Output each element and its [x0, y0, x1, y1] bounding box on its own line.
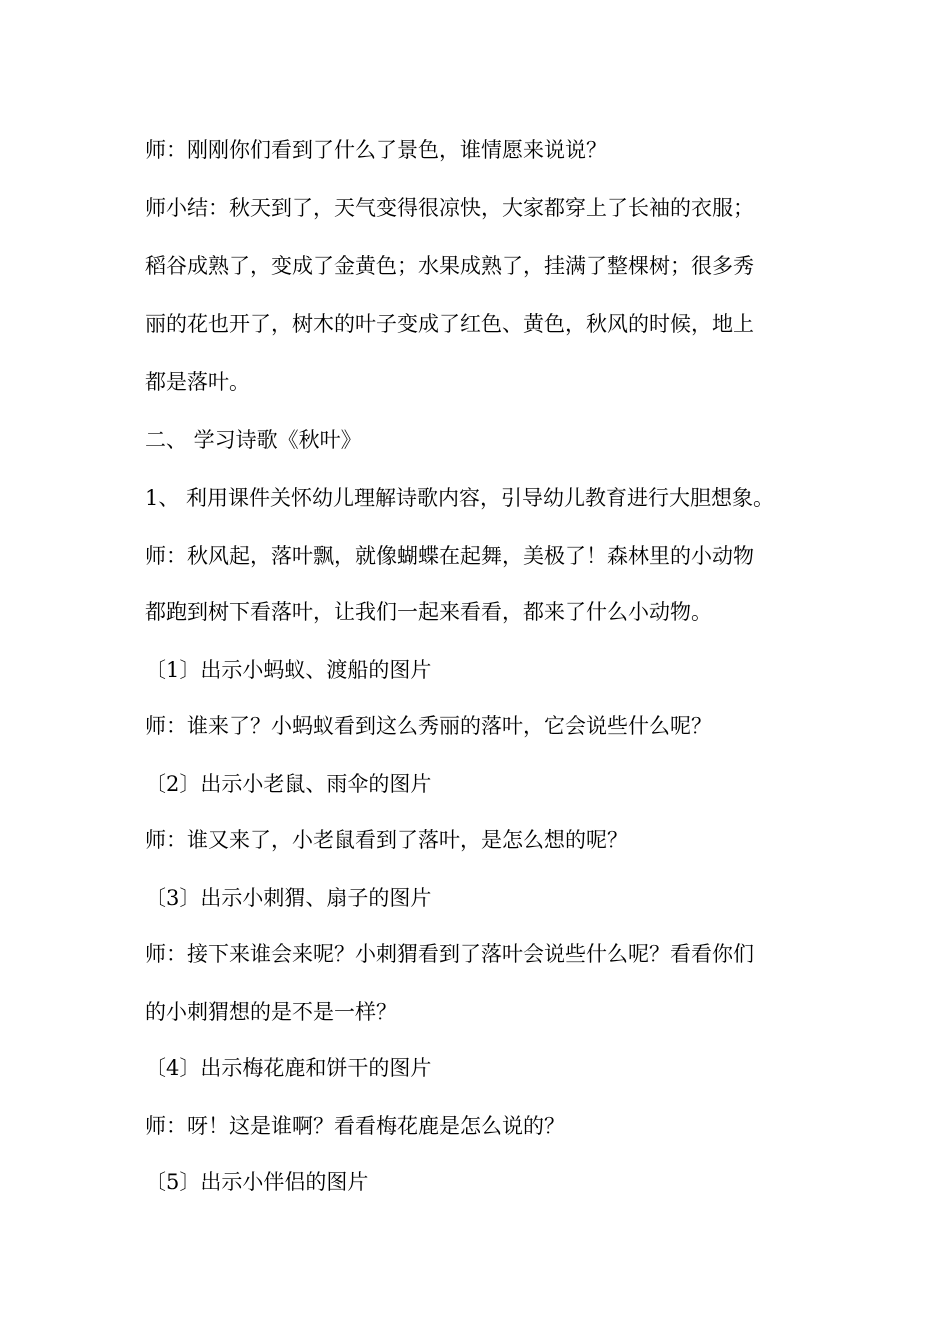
sub-item: 〔5〕出示小伴侣的图片 [145, 1170, 369, 1194]
sub-item: 〔2〕出示小老鼠、雨伞的图片 [145, 772, 432, 796]
text-line: 师：秋风起，落叶飘，就像蝴蝶在起舞，美极了！森林里的小动物 [145, 544, 754, 568]
text-line: 丽的花也开了，树木的叶子变成了红色、黄色，秋风的时候，地上 [145, 312, 754, 336]
text-line: 师小结：秋天到了，天气变得很凉快，大家都穿上了长袖的衣服； [145, 196, 754, 220]
numbered-item: 1、 利用课件关怀幼儿理解诗歌内容，引导幼儿教育进行大胆想象。 [145, 486, 775, 510]
sub-item: 〔3〕出示小刺猬、扇子的图片 [145, 886, 432, 910]
text-line: 师：呀！这是谁啊？看看梅花鹿是怎么说的？ [145, 1114, 565, 1138]
text-line: 师：接下来谁会来呢？小刺猬看到了落叶会说些什么呢？看看你们 [145, 942, 754, 966]
sub-item: 〔1〕出示小蚂蚁、渡船的图片 [145, 658, 432, 682]
text-line: 师：谁来了？小蚂蚁看到这么秀丽的落叶，它会说些什么呢？ [145, 714, 712, 738]
text-line: 稻谷成熟了，变成了金黄色；水果成熟了，挂满了整棵树；很多秀 [145, 254, 754, 278]
text-line: 都是落叶。 [145, 370, 250, 394]
sub-item: 〔4〕出示梅花鹿和饼干的图片 [145, 1056, 432, 1080]
section-heading: 二、 学习诗歌《秋叶》 [145, 428, 362, 452]
text-line: 师：谁又来了，小老鼠看到了落叶，是怎么想的呢？ [145, 828, 628, 852]
text-line: 都跑到树下看落叶，让我们一起来看看，都来了什么小动物。 [145, 600, 712, 624]
text-line: 师：刚刚你们看到了什么了景色，谁情愿来说说？ [145, 138, 607, 162]
text-line: 的小刺猬想的是不是一样？ [145, 1000, 397, 1024]
